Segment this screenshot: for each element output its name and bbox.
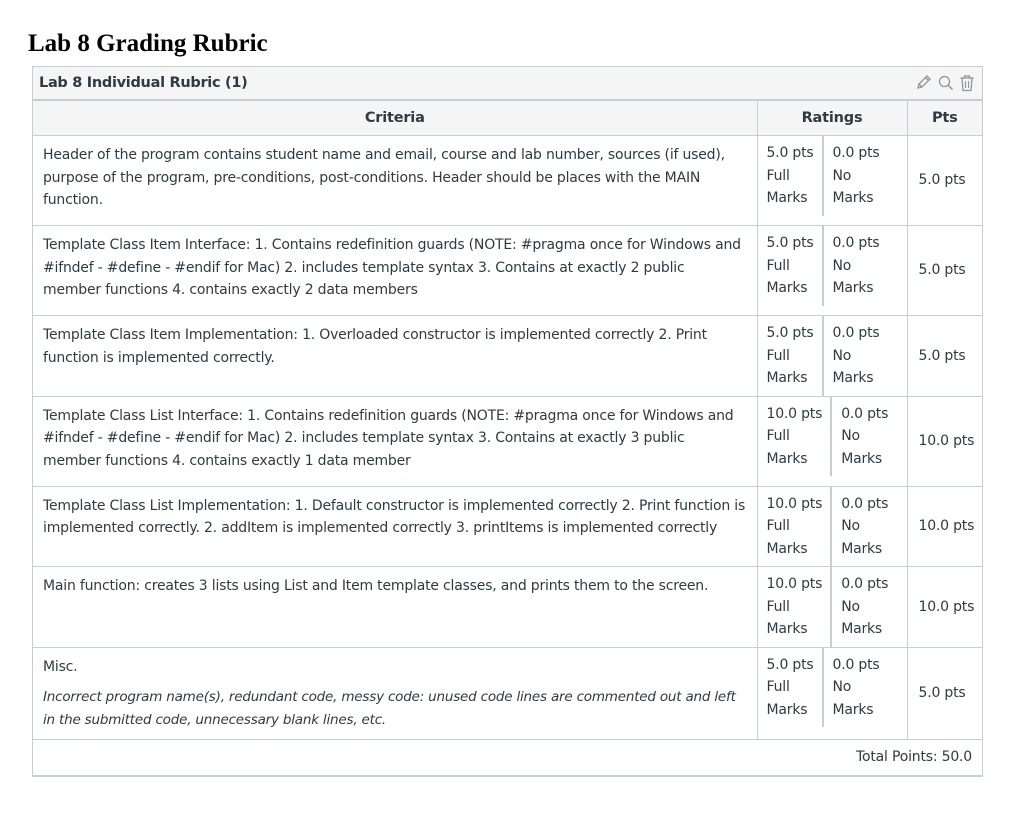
criterion-row xyxy=(33,567,982,648)
criterion-description: Main function: creates 3 lists using List and Item template classes, and prints them to the screen. xyxy=(43,578,709,594)
rating-label: Marks xyxy=(766,701,808,718)
criterion-row xyxy=(33,316,982,397)
criterion-points: 5.0 pts xyxy=(907,316,982,397)
rating-no-marks[interactable] xyxy=(824,226,888,306)
criterion-points: 5.0 pts xyxy=(907,226,982,316)
trash-icon[interactable] xyxy=(958,73,976,93)
rubric-title: Lab 8 Individual Rubric (1) xyxy=(39,75,248,91)
ratings-cell xyxy=(757,647,907,740)
criterion-cell xyxy=(33,567,757,648)
rating-points: 0.0 pts xyxy=(832,325,880,341)
rating-points: 0.0 pts xyxy=(841,576,889,592)
rating-points: 0.0 pts xyxy=(832,145,880,161)
ratings-cell xyxy=(757,226,907,316)
rating-label: No xyxy=(841,428,860,444)
rubric-header xyxy=(33,67,982,100)
rating-label: Marks xyxy=(766,450,808,467)
rating-label: Full xyxy=(766,518,790,534)
rating-no-marks[interactable] xyxy=(832,567,896,647)
rating-label: Marks xyxy=(832,280,874,296)
rating-label: Full xyxy=(766,679,790,695)
criterion-row xyxy=(33,136,982,226)
criterion-cell xyxy=(33,647,757,740)
rating-label: No xyxy=(841,518,860,534)
ratings-header: Ratings xyxy=(757,101,907,136)
rating-label: Marks xyxy=(766,621,808,637)
rating-label: Marks xyxy=(841,621,883,637)
edit-icon[interactable] xyxy=(914,73,934,93)
rating-full-marks[interactable] xyxy=(758,136,824,216)
rating-full-marks[interactable] xyxy=(758,487,833,567)
rating-label: Full xyxy=(766,257,790,274)
rating-points: 0.0 pts xyxy=(832,656,880,673)
rating-label: No xyxy=(832,257,852,274)
rating-full-marks[interactable] xyxy=(758,648,824,728)
rating-points: 5.0 pts xyxy=(766,656,814,673)
ratings-cell xyxy=(757,396,907,486)
rating-label: Marks xyxy=(766,540,808,557)
criterion-long-description: Incorrect program name(s), redundant code, messy code: unused code lines are commented out and left in the submitted code, unnecessary blank lines, etc. xyxy=(43,689,736,728)
rubric-container xyxy=(32,66,983,777)
criterion-points: 10.0 pts xyxy=(907,567,982,648)
criterion-points: 5.0 pts xyxy=(907,647,982,740)
rating-points: 10.0 pts xyxy=(766,576,823,592)
criterion-points: 10.0 pts xyxy=(907,486,982,567)
rating-points: 0.0 pts xyxy=(841,495,889,512)
rating-label: Full xyxy=(766,167,790,184)
rubric-table xyxy=(33,100,982,776)
ratings-cell xyxy=(757,486,907,567)
rating-label: Full xyxy=(766,428,790,444)
ratings-cell xyxy=(757,316,907,397)
rating-points: 0.0 pts xyxy=(841,405,889,422)
total-row xyxy=(33,740,982,776)
rating-label: Full xyxy=(766,598,790,615)
criterion-cell xyxy=(33,396,757,486)
rating-label: Marks xyxy=(832,190,874,206)
rating-full-marks[interactable] xyxy=(758,226,824,306)
rating-no-marks[interactable] xyxy=(832,397,896,477)
criterion-cell xyxy=(33,316,757,397)
search-icon[interactable] xyxy=(937,73,955,93)
rating-no-marks[interactable] xyxy=(824,136,888,216)
rating-points: 5.0 pts xyxy=(766,145,814,161)
rating-label: No xyxy=(832,347,852,364)
rating-label: Marks xyxy=(766,370,808,386)
rating-full-marks[interactable] xyxy=(758,397,833,477)
total-points: Total Points: 50.0 xyxy=(33,740,982,776)
rating-label: No xyxy=(832,679,852,695)
page-title: Lab 8 Grading Rubric xyxy=(28,30,268,57)
criterion-row xyxy=(33,396,982,486)
rating-label: Marks xyxy=(841,540,883,557)
pts-header: Pts xyxy=(907,101,982,136)
criterion-points: 10.0 pts xyxy=(907,396,982,486)
criterion-row xyxy=(33,647,982,740)
ratings-cell xyxy=(757,136,907,226)
rating-label: No xyxy=(841,598,860,615)
criterion-cell xyxy=(33,486,757,567)
rating-points: 5.0 pts xyxy=(766,235,814,251)
criterion-description: Misc. xyxy=(43,658,78,675)
criterion-points: 5.0 pts xyxy=(907,136,982,226)
rating-label: Marks xyxy=(766,190,808,206)
rating-no-marks[interactable] xyxy=(832,487,896,567)
rating-full-marks[interactable] xyxy=(758,316,824,396)
rating-points: 10.0 pts xyxy=(766,405,823,422)
rating-label: Full xyxy=(766,347,790,364)
rating-label: No xyxy=(832,167,852,184)
rating-full-marks[interactable] xyxy=(758,567,833,647)
rating-no-marks[interactable] xyxy=(824,316,888,396)
criteria-header: Criteria xyxy=(33,101,757,136)
criterion-description: Template Class List Interface: 1. Contains redefinition guards (NOTE: #pragma once for Windows and #ifndef - #define - #endif for Mac) 2. includes template syntax 3. Contains at exactly 3 public member functions 4. contains exactly 1 data member xyxy=(43,407,734,469)
criterion-description: Template Class List Implementation: 1. Default constructor is implemented correctly 2. Print function is implemented correctly. 2. addItem is implemented correctly 3. printItems is implemented correctly xyxy=(43,497,746,536)
criterion-row xyxy=(33,486,982,567)
criterion-description: Template Class Item Implementation: 1. Overloaded constructor is implemented correctly 2. Print function is implemented correctly. xyxy=(43,327,707,366)
ratings-cell xyxy=(757,567,907,648)
rating-label: Marks xyxy=(832,370,874,386)
criterion-description: Header of the program contains student name and email, course and lab number, sources (if used), purpose of the program, pre-conditions, post-conditions. Header should be places with the MAIN function. xyxy=(43,147,725,208)
rating-points: 10.0 pts xyxy=(766,495,823,512)
criterion-cell xyxy=(33,226,757,316)
rating-points: 5.0 pts xyxy=(766,325,814,341)
criterion-description: Template Class Item Interface: 1. Contains redefinition guards (NOTE: #pragma once for Windows and #ifndef - #define - #endif for Mac) 2. includes template syntax 3. Contains at exactly 2 public member functions 4. contains exactly 2 data members xyxy=(43,237,741,298)
rating-points: 0.0 pts xyxy=(832,235,880,251)
rating-label: Marks xyxy=(841,450,883,467)
criterion-cell xyxy=(33,136,757,226)
table-header-row xyxy=(33,101,982,136)
criterion-row xyxy=(33,226,982,316)
rating-no-marks[interactable] xyxy=(824,648,888,728)
rating-label: Marks xyxy=(832,701,874,718)
rating-label: Marks xyxy=(766,280,808,296)
rubric-header-icons xyxy=(914,73,976,93)
